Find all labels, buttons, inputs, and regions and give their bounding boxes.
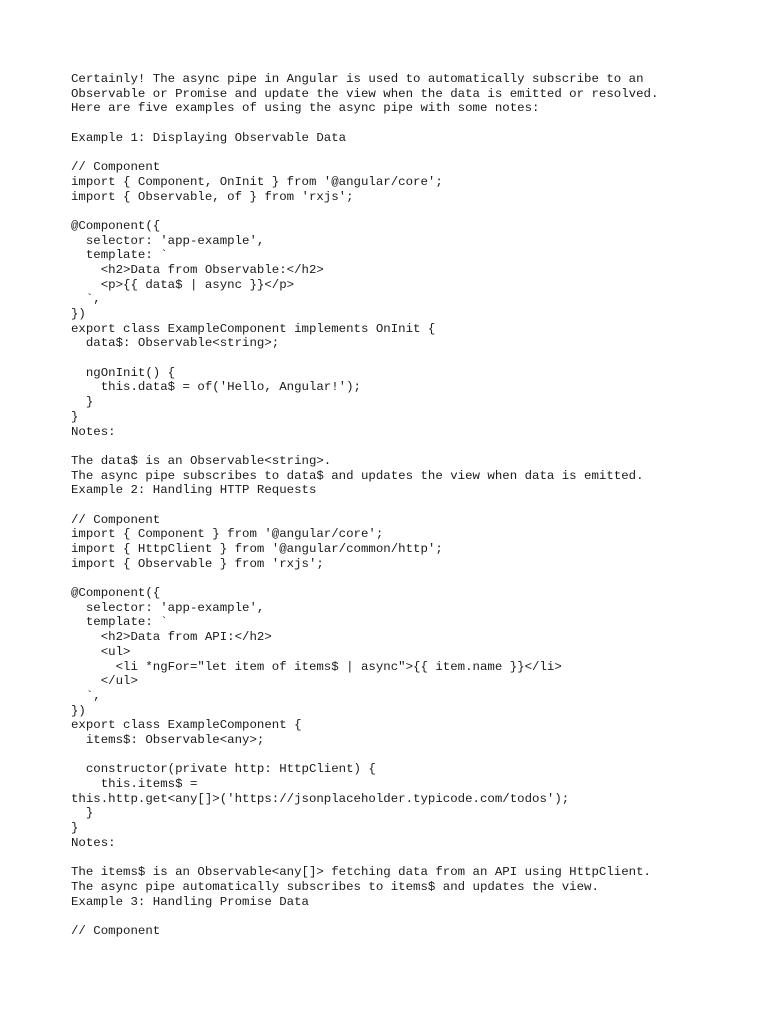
code-line: export class ExampleComponent implements OnInit { bbox=[71, 321, 436, 336]
code-line: ngOnInit() { bbox=[71, 365, 176, 380]
code-line: this.http.get<any[]>('https://jsonplaceholder.typicode.com/todos'); bbox=[71, 791, 570, 806]
code-line: <p>{{ data$ | async }}</p> bbox=[71, 277, 295, 292]
code-line: }) bbox=[71, 307, 86, 321]
code-line: @Component({ bbox=[71, 218, 161, 233]
code-line: </ul> bbox=[71, 674, 138, 689]
code-line: // Component bbox=[71, 512, 161, 527]
code-line: data$: Observable<string>; bbox=[71, 336, 280, 351]
code-line: } bbox=[71, 821, 79, 836]
code-line: <ul> bbox=[71, 644, 131, 659]
code-line: `, bbox=[71, 292, 101, 307]
code-line: <li *ngFor="let item of items$ | async">{{ item.name }}</li> bbox=[71, 659, 562, 674]
code-line: @Component({ bbox=[71, 586, 161, 601]
section-heading: Example 2: Handling HTTP Requests bbox=[71, 483, 317, 498]
code-line: selector: 'app-example', bbox=[71, 233, 265, 248]
code-line: import { Component, OnInit } from '@angular/core'; bbox=[71, 174, 443, 189]
code-line: this.items$ = bbox=[71, 777, 198, 791]
code-line: <h2>Data from API:</h2> bbox=[71, 630, 272, 645]
blank-line bbox=[71, 498, 751, 513]
note-line: The async pipe automatically subscribes to items$ and updates the view. bbox=[71, 879, 599, 894]
notes-heading: Notes: bbox=[71, 835, 116, 850]
note-line: The items$ is an Observable<any[]> fetching data from an API using HttpClient. bbox=[71, 865, 651, 880]
blank-line bbox=[71, 850, 751, 865]
blank-line bbox=[71, 571, 751, 586]
code-line: `, bbox=[71, 688, 101, 703]
code-line: selector: 'app-example', bbox=[71, 600, 265, 615]
blank-line bbox=[71, 748, 751, 763]
code-line: } bbox=[71, 409, 79, 424]
section-heading: Example 1: Displaying Observable Data bbox=[71, 130, 347, 145]
code-line: items$: Observable<any>; bbox=[71, 732, 265, 747]
code-line: } bbox=[71, 395, 94, 410]
code-line: template: ` bbox=[71, 615, 168, 630]
code-line: <h2>Data from Observable:</h2> bbox=[71, 262, 324, 277]
blank-line bbox=[71, 204, 751, 219]
document-page bbox=[71, 72, 751, 939]
code-line: } bbox=[71, 806, 94, 821]
text-line: Here are five examples of using the async pipe with some notes: bbox=[71, 101, 540, 116]
note-line: The data$ is an Observable<string>. bbox=[71, 453, 332, 468]
text-line: Certainly! The async pipe in Angular is used to automatically subscribe to an bbox=[71, 72, 644, 86]
code-line: import { Observable, of } from 'rxjs'; bbox=[71, 189, 354, 204]
code-line: import { Component } from '@angular/core'; bbox=[71, 527, 384, 542]
code-line: export class ExampleComponent { bbox=[71, 718, 302, 733]
code-line: constructor(private http: HttpClient) { bbox=[71, 762, 376, 777]
notes-heading: Notes: bbox=[71, 424, 116, 439]
code-line: }) bbox=[71, 703, 86, 718]
code-line: template: ` bbox=[71, 248, 168, 263]
blank-line bbox=[71, 145, 751, 160]
code-line: this.data$ = of('Hello, Angular!'); bbox=[71, 380, 361, 395]
code-line: // Component bbox=[71, 923, 161, 938]
section-heading: Example 3: Handling Promise Data bbox=[71, 894, 309, 909]
blank-line bbox=[71, 439, 751, 454]
blank-line bbox=[71, 351, 751, 366]
code-line: // Component bbox=[71, 160, 161, 175]
note-line: The async pipe subscribes to data$ and updates the view when data is emitted. bbox=[71, 468, 644, 483]
text-line: Observable or Promise and update the view when the data is emitted or resolved. bbox=[71, 86, 659, 101]
code-line: import { HttpClient } from '@angular/common/http'; bbox=[71, 542, 443, 556]
blank-line bbox=[71, 909, 751, 924]
code-line: import { Observable } from 'rxjs'; bbox=[71, 556, 324, 571]
blank-line bbox=[71, 116, 751, 131]
